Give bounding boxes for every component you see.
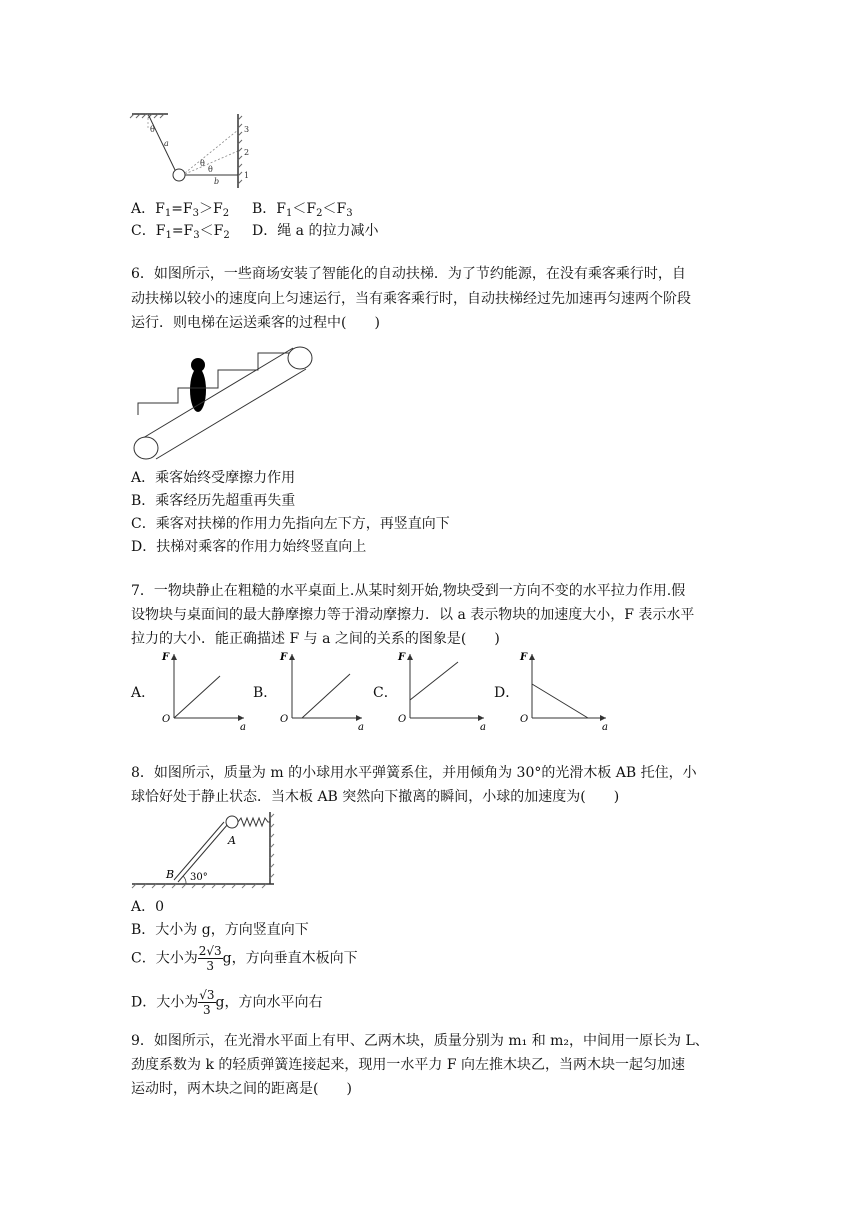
- pendulum-figure: [128, 110, 253, 190]
- q7-line-2: 设物块与桌面间的最大静摩擦力等于滑动摩擦力．以 a 表示物块的加速度大小，F 表示水平: [131, 607, 695, 623]
- q7-label-d: D．: [494, 685, 520, 701]
- q8-option-a: A．0: [131, 899, 165, 915]
- q5-option-a: A．$F_1=F_3>F_2$: [131, 201, 230, 219]
- q8-c-prefix: C．大小为: [131, 950, 198, 967]
- label-1: 1: [244, 171, 250, 180]
- label-angle: 30°: [190, 872, 208, 883]
- q8-option-c: [131, 944, 358, 973]
- q7-line-3: 拉力的大小．能正确描述 F 与 a 之间的关系的图象是( ): [131, 631, 500, 647]
- q7-b-axis-o: O: [280, 714, 289, 725]
- q8-c-numerator: 2√3: [198, 944, 222, 958]
- q8-c-denominator: 3: [206, 959, 214, 973]
- incline-spring-figure: [128, 810, 278, 890]
- label-theta-low: θ: [208, 165, 213, 174]
- q8-d-suffix: g，方向水平向右: [215, 994, 323, 1011]
- q7-c-axis-a: a: [480, 722, 486, 730]
- label-theta-top: θ: [150, 125, 155, 134]
- q5-option-c: C．$F_1=F_3<F_2$: [131, 223, 230, 241]
- q7-b-axis-f: F: [280, 652, 288, 663]
- escalator-figure: [128, 335, 318, 465]
- label-B: B: [166, 868, 175, 881]
- q6-line-1: 6．如图所示，一些商场安装了智能化的自动扶梯．为了节约能源，在没有乘客乘行时，自: [131, 266, 686, 282]
- q5-option-b: B．$F_1<F_2<F_3$: [252, 201, 353, 219]
- q7-a-axis-a: a: [240, 722, 246, 730]
- q7-graph-d: [518, 650, 613, 730]
- q8-d-numerator: √3: [199, 988, 215, 1002]
- label-A: A: [228, 834, 236, 847]
- q7-graph-b: [278, 650, 368, 730]
- label-b: b: [214, 177, 220, 186]
- label-a: a: [164, 139, 169, 148]
- q8-option-b: B．大小为 g，方向竖直向下: [131, 922, 309, 938]
- q7-d-axis-f: F: [520, 652, 528, 663]
- label-theta-mid: θ: [200, 159, 205, 168]
- q7-c-axis-f: F: [398, 652, 406, 663]
- q7-b-axis-a: a: [358, 722, 364, 730]
- q9-line-3: 运动时，两木块之间的距离是( ): [131, 1081, 352, 1097]
- q7-line-1: 7．一物块静止在粗糙的水平桌面上.从某时刻开始,物块受到一方向不变的水平拉力作用.假: [131, 583, 686, 599]
- q6-line-3: 运行．则电梯在运送乘客的过程中( ): [131, 315, 380, 331]
- q7-label-b: B．: [253, 685, 278, 701]
- q7-a-axis-f: F: [162, 652, 170, 663]
- q7-d-axis-o: O: [520, 714, 529, 725]
- q7-c-axis-o: O: [398, 714, 407, 725]
- q9-line-1: 9．如图所示，在光滑水平面上有甲、乙两木块，质量分别为 m₁ 和 m₂，中间用一原长为 L、: [131, 1033, 709, 1049]
- label-3: 3: [244, 125, 250, 134]
- q8-line-1: 8．如图所示，质量为 m 的小球用水平弹簧系住，并用倾角为 30°的光滑木板 AB 托住，小: [131, 765, 697, 781]
- q6-option-b: B．乘客经历先超重再失重: [131, 493, 296, 509]
- q6-line-2: 动扶梯以较小的速度向上匀速运行，当有乘客乘行时，自动扶梯经过先加速再匀速两个阶段: [131, 291, 691, 307]
- q7-d-axis-a: a: [602, 722, 608, 730]
- q7-label-a: A．: [131, 685, 156, 701]
- q7-graph-a: [160, 650, 250, 730]
- q8-c-suffix: g，方向垂直木板向下: [222, 950, 358, 967]
- q8-c-fraction: [198, 944, 223, 973]
- q7-a-axis-o: O: [162, 714, 171, 725]
- q8-option-d: [131, 988, 322, 1017]
- q9-line-2: 劲度系数为 k 的轻质弹簧连接起来，现用一水平力 F 向左推木块乙，当两木块一起匀加速: [131, 1057, 685, 1073]
- q7-graph-c: [396, 650, 491, 730]
- q6-option-c: C．乘客对扶梯的作用力先指向左下方，再竖直向下: [131, 516, 450, 532]
- q8-line-2: 球恰好处于静止状态．当木板 AB 突然向下撤离的瞬间，小球的加速度为( ): [131, 789, 620, 805]
- q8-d-fraction: [198, 988, 215, 1017]
- q7-label-c: C．: [373, 685, 398, 701]
- q6-option-d: D．扶梯对乘客的作用力始终竖直向上: [131, 539, 367, 555]
- label-2: 2: [244, 148, 250, 157]
- q8-d-denominator: 3: [203, 1003, 211, 1017]
- q8-d-prefix: D．大小为: [131, 994, 199, 1011]
- q5-option-d: D．绳 a 的拉力减小: [252, 223, 379, 239]
- q6-option-a: A．乘客始终受摩擦力作用: [131, 470, 296, 486]
